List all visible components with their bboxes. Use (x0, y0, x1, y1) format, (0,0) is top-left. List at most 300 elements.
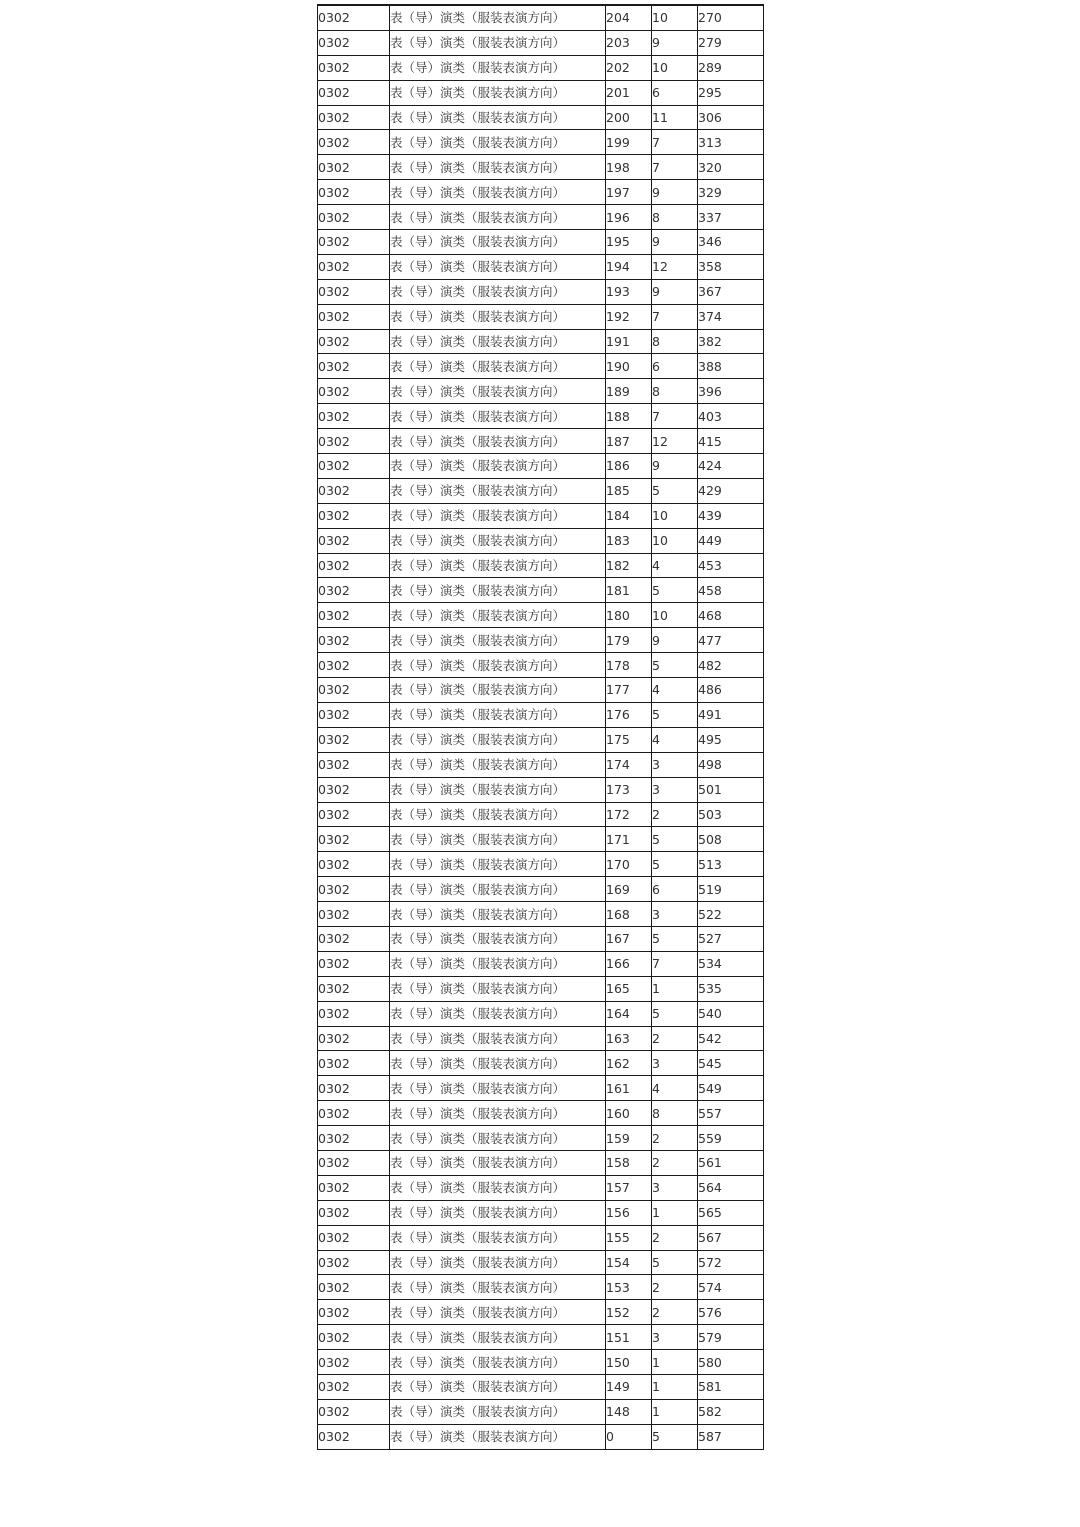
score-cell: 158 (606, 1150, 652, 1175)
category-code-cell: 0302 (318, 553, 390, 578)
category-code-cell: 0302 (318, 503, 390, 528)
category-name-cell: 表（导）演类（服装表演方向） (390, 926, 606, 951)
score-cell: 167 (606, 926, 652, 951)
count-cell: 7 (652, 304, 698, 329)
category-name-cell: 表（导）演类（服装表演方向） (390, 1076, 606, 1101)
table-row (318, 503, 764, 528)
cumulative-count-cell: 329 (698, 180, 764, 205)
table-row (318, 478, 764, 503)
count-cell: 1 (652, 1350, 698, 1375)
category-code-cell: 0302 (318, 379, 390, 404)
table-row (318, 678, 764, 703)
table-row (318, 329, 764, 354)
score-cell: 180 (606, 603, 652, 628)
cumulative-count-cell: 415 (698, 429, 764, 454)
table-row (318, 155, 764, 180)
category-name-cell: 表（导）演类（服装表演方向） (390, 279, 606, 304)
category-code-cell: 0302 (318, 105, 390, 130)
category-name-cell: 表（导）演类（服装表演方向） (390, 1275, 606, 1300)
category-name-cell: 表（导）演类（服装表演方向） (390, 702, 606, 727)
table-row (318, 877, 764, 902)
score-cell: 203 (606, 30, 652, 55)
category-name-cell: 表（导）演类（服装表演方向） (390, 254, 606, 279)
category-code-cell: 0302 (318, 1101, 390, 1126)
score-cell: 197 (606, 180, 652, 205)
category-name-cell: 表（导）演类（服装表演方向） (390, 976, 606, 1001)
category-name-cell: 表（导）演类（服装表演方向） (390, 1250, 606, 1275)
table-row (318, 1374, 764, 1399)
table-row (318, 902, 764, 927)
category-name-cell: 表（导）演类（服装表演方向） (390, 578, 606, 603)
cumulative-count-cell: 522 (698, 902, 764, 927)
score-cell: 149 (606, 1374, 652, 1399)
category-name-cell: 表（导）演类（服装表演方向） (390, 852, 606, 877)
score-cell: 181 (606, 578, 652, 603)
category-name-cell: 表（导）演类（服装表演方向） (390, 802, 606, 827)
category-code-cell: 0302 (318, 976, 390, 1001)
table-row (318, 205, 764, 230)
table-row (318, 230, 764, 255)
category-name-cell: 表（导）演类（服装表演方向） (390, 55, 606, 80)
cumulative-count-cell: 346 (698, 230, 764, 255)
cumulative-count-cell: 545 (698, 1051, 764, 1076)
cumulative-count-cell: 279 (698, 30, 764, 55)
category-name-cell: 表（导）演类（服装表演方向） (390, 1126, 606, 1151)
table-row (318, 702, 764, 727)
score-cell: 195 (606, 230, 652, 255)
category-name-cell: 表（导）演类（服装表演方向） (390, 454, 606, 479)
category-code-cell: 0302 (318, 528, 390, 553)
score-cell: 161 (606, 1076, 652, 1101)
table-row (318, 802, 764, 827)
count-cell: 10 (652, 5, 698, 30)
table-body (318, 5, 764, 1449)
score-cell: 166 (606, 951, 652, 976)
category-name-cell: 表（导）演类（服装表演方向） (390, 80, 606, 105)
table-row (318, 1126, 764, 1151)
score-cell: 199 (606, 130, 652, 155)
cumulative-count-cell: 337 (698, 205, 764, 230)
table-row (318, 1101, 764, 1126)
table-row (318, 553, 764, 578)
count-cell: 5 (652, 1250, 698, 1275)
table-row (318, 653, 764, 678)
category-name-cell: 表（导）演类（服装表演方向） (390, 205, 606, 230)
count-cell: 10 (652, 503, 698, 528)
category-code-cell: 0302 (318, 777, 390, 802)
cumulative-count-cell: 482 (698, 653, 764, 678)
table-row (318, 1200, 764, 1225)
cumulative-count-cell: 542 (698, 1026, 764, 1051)
cumulative-count-cell: 439 (698, 503, 764, 528)
count-cell: 11 (652, 105, 698, 130)
score-cell: 174 (606, 752, 652, 777)
category-name-cell: 表（导）演类（服装表演方向） (390, 1200, 606, 1225)
category-code-cell: 0302 (318, 951, 390, 976)
count-cell: 2 (652, 1150, 698, 1175)
table-row (318, 105, 764, 130)
category-code-cell: 0302 (318, 1374, 390, 1399)
score-cell: 192 (606, 304, 652, 329)
category-code-cell: 0302 (318, 1250, 390, 1275)
count-cell: 4 (652, 678, 698, 703)
cumulative-count-cell: 574 (698, 1275, 764, 1300)
count-cell: 2 (652, 802, 698, 827)
score-cell: 193 (606, 279, 652, 304)
score-cell: 198 (606, 155, 652, 180)
count-cell: 1 (652, 1374, 698, 1399)
cumulative-count-cell: 580 (698, 1350, 764, 1375)
category-code-cell: 0302 (318, 454, 390, 479)
category-code-cell: 0302 (318, 727, 390, 752)
category-code-cell: 0302 (318, 254, 390, 279)
score-cell: 168 (606, 902, 652, 927)
count-cell: 12 (652, 429, 698, 454)
score-cell: 200 (606, 105, 652, 130)
cumulative-count-cell: 579 (698, 1325, 764, 1350)
category-name-cell: 表（导）演类（服装表演方向） (390, 379, 606, 404)
cumulative-count-cell: 388 (698, 354, 764, 379)
count-cell: 3 (652, 777, 698, 802)
category-code-cell: 0302 (318, 827, 390, 852)
category-code-cell: 0302 (318, 1150, 390, 1175)
category-name-cell: 表（导）演类（服装表演方向） (390, 354, 606, 379)
score-cell: 178 (606, 653, 652, 678)
count-cell: 10 (652, 55, 698, 80)
count-cell: 9 (652, 628, 698, 653)
table-row (318, 976, 764, 1001)
cumulative-count-cell: 374 (698, 304, 764, 329)
cumulative-count-cell: 313 (698, 130, 764, 155)
count-cell: 6 (652, 877, 698, 902)
category-code-cell: 0302 (318, 1076, 390, 1101)
category-name-cell: 表（导）演类（服装表演方向） (390, 1026, 606, 1051)
score-cell: 160 (606, 1101, 652, 1126)
score-cell: 151 (606, 1325, 652, 1350)
cumulative-count-cell: 565 (698, 1200, 764, 1225)
score-cell: 186 (606, 454, 652, 479)
count-cell: 2 (652, 1275, 698, 1300)
count-cell: 4 (652, 727, 698, 752)
category-name-cell: 表（导）演类（服装表演方向） (390, 727, 606, 752)
table-row (318, 528, 764, 553)
score-cell: 190 (606, 354, 652, 379)
cumulative-count-cell: 491 (698, 702, 764, 727)
cumulative-count-cell: 513 (698, 852, 764, 877)
score-cell: 172 (606, 802, 652, 827)
count-cell: 5 (652, 926, 698, 951)
table-row (318, 752, 764, 777)
category-code-cell: 0302 (318, 180, 390, 205)
category-name-cell: 表（导）演类（服装表演方向） (390, 553, 606, 578)
score-cell: 194 (606, 254, 652, 279)
category-code-cell: 0302 (318, 1001, 390, 1026)
score-cell: 187 (606, 429, 652, 454)
category-name-cell: 表（导）演类（服装表演方向） (390, 1300, 606, 1325)
score-cell: 156 (606, 1200, 652, 1225)
count-cell: 9 (652, 279, 698, 304)
category-code-cell: 0302 (318, 30, 390, 55)
table-row (318, 429, 764, 454)
table-row (318, 827, 764, 852)
table-row (318, 80, 764, 105)
category-code-cell: 0302 (318, 1350, 390, 1375)
category-name-cell: 表（导）演类（服装表演方向） (390, 951, 606, 976)
count-cell: 10 (652, 528, 698, 553)
category-name-cell: 表（导）演类（服装表演方向） (390, 628, 606, 653)
count-cell: 3 (652, 902, 698, 927)
cumulative-count-cell: 559 (698, 1126, 764, 1151)
category-name-cell: 表（导）演类（服装表演方向） (390, 827, 606, 852)
score-cell: 173 (606, 777, 652, 802)
table-row (318, 1026, 764, 1051)
cumulative-count-cell: 289 (698, 55, 764, 80)
category-code-cell: 0302 (318, 802, 390, 827)
count-cell: 8 (652, 329, 698, 354)
count-cell: 10 (652, 603, 698, 628)
category-name-cell: 表（导）演类（服装表演方向） (390, 1001, 606, 1026)
category-name-cell: 表（导）演类（服装表演方向） (390, 678, 606, 703)
score-cell: 162 (606, 1051, 652, 1076)
category-name-cell: 表（导）演类（服装表演方向） (390, 503, 606, 528)
category-name-cell: 表（导）演类（服装表演方向） (390, 230, 606, 255)
count-cell: 12 (652, 254, 698, 279)
count-cell: 9 (652, 180, 698, 205)
cumulative-count-cell: 567 (698, 1225, 764, 1250)
score-cell: 179 (606, 628, 652, 653)
category-name-cell: 表（导）演类（服装表演方向） (390, 30, 606, 55)
count-cell: 3 (652, 752, 698, 777)
cumulative-count-cell: 535 (698, 976, 764, 1001)
category-code-cell: 0302 (318, 429, 390, 454)
category-name-cell: 表（导）演类（服装表演方向） (390, 5, 606, 30)
category-code-cell: 0302 (318, 478, 390, 503)
table-row (318, 180, 764, 205)
category-name-cell: 表（导）演类（服装表演方向） (390, 329, 606, 354)
table-row (318, 852, 764, 877)
category-code-cell: 0302 (318, 678, 390, 703)
table-row (318, 55, 764, 80)
cumulative-count-cell: 477 (698, 628, 764, 653)
category-code-cell: 0302 (318, 55, 390, 80)
table-row (318, 1051, 764, 1076)
category-code-cell: 0302 (318, 653, 390, 678)
cumulative-count-cell: 581 (698, 1374, 764, 1399)
cumulative-count-cell: 557 (698, 1101, 764, 1126)
category-name-cell: 表（导）演类（服装表演方向） (390, 1399, 606, 1424)
count-cell: 2 (652, 1225, 698, 1250)
category-name-cell: 表（导）演类（服装表演方向） (390, 777, 606, 802)
cumulative-count-cell: 453 (698, 553, 764, 578)
score-cell: 176 (606, 702, 652, 727)
table-row (318, 1225, 764, 1250)
count-cell: 6 (652, 80, 698, 105)
table-row (318, 1399, 764, 1424)
cumulative-count-cell: 495 (698, 727, 764, 752)
count-cell: 8 (652, 205, 698, 230)
cumulative-count-cell: 572 (698, 1250, 764, 1275)
score-cell: 185 (606, 478, 652, 503)
category-code-cell: 0302 (318, 155, 390, 180)
table-row (318, 926, 764, 951)
category-code-cell: 0302 (318, 279, 390, 304)
category-code-cell: 0302 (318, 877, 390, 902)
table-row (318, 1350, 764, 1375)
score-cell: 182 (606, 553, 652, 578)
count-cell: 3 (652, 1325, 698, 1350)
table-row (318, 1175, 764, 1200)
cumulative-count-cell: 358 (698, 254, 764, 279)
category-code-cell: 0302 (318, 752, 390, 777)
score-cell: 164 (606, 1001, 652, 1026)
cumulative-count-cell: 508 (698, 827, 764, 852)
cumulative-count-cell: 561 (698, 1150, 764, 1175)
category-code-cell: 0302 (318, 702, 390, 727)
cumulative-count-cell: 396 (698, 379, 764, 404)
table-row (318, 354, 764, 379)
table-row (318, 1300, 764, 1325)
category-name-cell: 表（导）演类（服装表演方向） (390, 404, 606, 429)
count-cell: 2 (652, 1026, 698, 1051)
table-row (318, 578, 764, 603)
score-cell: 196 (606, 205, 652, 230)
category-name-cell: 表（导）演类（服装表演方向） (390, 902, 606, 927)
table-row (318, 727, 764, 752)
category-code-cell: 0302 (318, 1325, 390, 1350)
category-code-cell: 0302 (318, 1424, 390, 1449)
count-cell: 5 (652, 702, 698, 727)
score-cell: 171 (606, 827, 652, 852)
cumulative-count-cell: 382 (698, 329, 764, 354)
table-row (318, 1001, 764, 1026)
score-cell: 155 (606, 1225, 652, 1250)
cumulative-count-cell: 582 (698, 1399, 764, 1424)
category-name-cell: 表（导）演类（服装表演方向） (390, 1150, 606, 1175)
table-row (318, 5, 764, 30)
cumulative-count-cell: 587 (698, 1424, 764, 1449)
category-code-cell: 0302 (318, 926, 390, 951)
table-row (318, 454, 764, 479)
count-cell: 9 (652, 30, 698, 55)
count-cell: 8 (652, 379, 698, 404)
count-cell: 5 (652, 653, 698, 678)
count-cell: 7 (652, 404, 698, 429)
cumulative-count-cell: 549 (698, 1076, 764, 1101)
count-cell: 5 (652, 1424, 698, 1449)
count-cell: 3 (652, 1051, 698, 1076)
category-name-cell: 表（导）演类（服装表演方向） (390, 752, 606, 777)
count-cell: 9 (652, 454, 698, 479)
table-row (318, 628, 764, 653)
category-name-cell: 表（导）演类（服装表演方向） (390, 1350, 606, 1375)
category-name-cell: 表（导）演类（服装表演方向） (390, 105, 606, 130)
category-code-cell: 0302 (318, 628, 390, 653)
category-name-cell: 表（导）演类（服装表演方向） (390, 603, 606, 628)
count-cell: 7 (652, 951, 698, 976)
cumulative-count-cell: 270 (698, 5, 764, 30)
cumulative-count-cell: 519 (698, 877, 764, 902)
score-cell: 188 (606, 404, 652, 429)
category-name-cell: 表（导）演类（服装表演方向） (390, 429, 606, 454)
category-code-cell: 0302 (318, 329, 390, 354)
table-row (318, 1325, 764, 1350)
score-cell: 184 (606, 503, 652, 528)
table-row (318, 254, 764, 279)
table-row (318, 30, 764, 55)
count-cell: 2 (652, 1126, 698, 1151)
cumulative-count-cell: 503 (698, 802, 764, 827)
score-cell: 152 (606, 1300, 652, 1325)
table-row (318, 951, 764, 976)
score-cell: 153 (606, 1275, 652, 1300)
cumulative-count-cell: 306 (698, 105, 764, 130)
score-cell: 165 (606, 976, 652, 1001)
table-row (318, 130, 764, 155)
category-name-cell: 表（导）演类（服装表演方向） (390, 1374, 606, 1399)
category-code-cell: 0302 (318, 902, 390, 927)
cumulative-count-cell: 534 (698, 951, 764, 976)
table-row (318, 404, 764, 429)
table-row (318, 1250, 764, 1275)
score-cell: 204 (606, 5, 652, 30)
category-code-cell: 0302 (318, 1300, 390, 1325)
category-name-cell: 表（导）演类（服装表演方向） (390, 1424, 606, 1449)
score-cell: 163 (606, 1026, 652, 1051)
cumulative-count-cell: 540 (698, 1001, 764, 1026)
category-code-cell: 0302 (318, 304, 390, 329)
category-code-cell: 0302 (318, 852, 390, 877)
count-cell: 5 (652, 852, 698, 877)
score-distribution-table (317, 4, 764, 1450)
count-cell: 7 (652, 155, 698, 180)
cumulative-count-cell: 564 (698, 1175, 764, 1200)
category-name-cell: 表（导）演类（服装表演方向） (390, 528, 606, 553)
score-cell: 150 (606, 1350, 652, 1375)
cumulative-count-cell: 458 (698, 578, 764, 603)
count-cell: 1 (652, 1399, 698, 1424)
category-code-cell: 0302 (318, 603, 390, 628)
cumulative-count-cell: 498 (698, 752, 764, 777)
table-row (318, 1150, 764, 1175)
score-cell: 189 (606, 379, 652, 404)
table-row (318, 1275, 764, 1300)
category-name-cell: 表（导）演类（服装表演方向） (390, 155, 606, 180)
category-name-cell: 表（导）演类（服装表演方向） (390, 304, 606, 329)
category-code-cell: 0302 (318, 130, 390, 155)
category-code-cell: 0302 (318, 1275, 390, 1300)
count-cell: 5 (652, 827, 698, 852)
cumulative-count-cell: 486 (698, 678, 764, 703)
cumulative-count-cell: 501 (698, 777, 764, 802)
count-cell: 8 (652, 1101, 698, 1126)
category-code-cell: 0302 (318, 1051, 390, 1076)
category-code-cell: 0302 (318, 578, 390, 603)
cumulative-count-cell: 295 (698, 80, 764, 105)
table-row (318, 304, 764, 329)
count-cell: 6 (652, 354, 698, 379)
table-row (318, 379, 764, 404)
category-code-cell: 0302 (318, 205, 390, 230)
count-cell: 5 (652, 578, 698, 603)
count-cell: 2 (652, 1300, 698, 1325)
table-row (318, 279, 764, 304)
score-cell: 169 (606, 877, 652, 902)
cumulative-count-cell: 367 (698, 279, 764, 304)
category-name-cell: 表（导）演类（服装表演方向） (390, 1225, 606, 1250)
category-code-cell: 0302 (318, 5, 390, 30)
count-cell: 5 (652, 1001, 698, 1026)
cumulative-count-cell: 576 (698, 1300, 764, 1325)
